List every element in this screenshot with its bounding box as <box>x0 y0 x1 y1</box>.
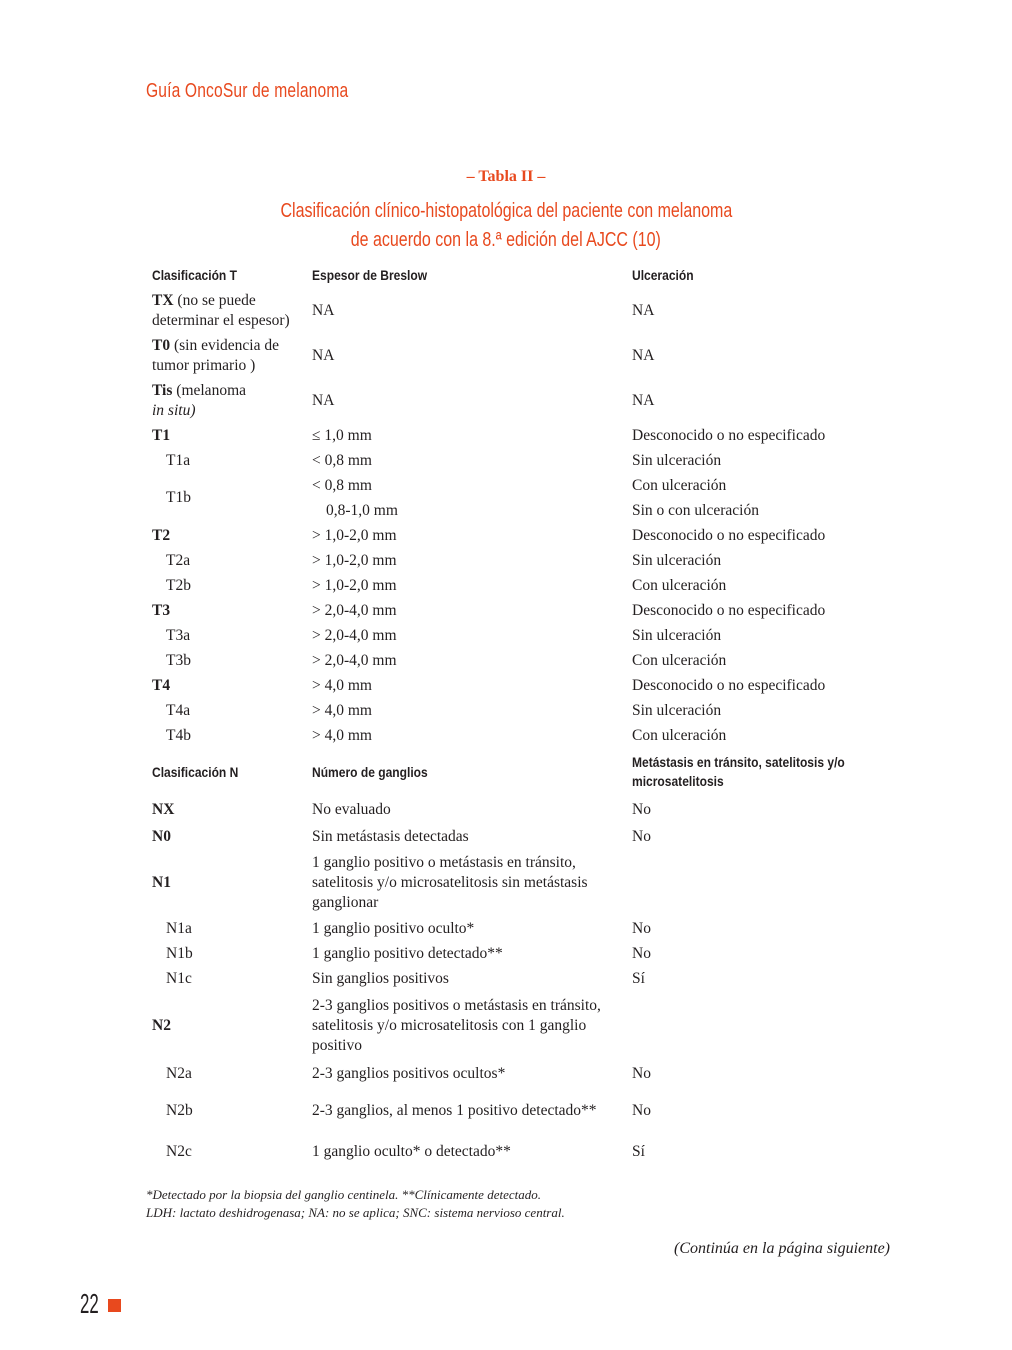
t-label: T2b <box>166 576 191 594</box>
t-label: T2a <box>166 551 191 569</box>
table-row <box>146 648 896 673</box>
t-label: T0 (sin evidencia de tumor primario ) <box>152 336 279 374</box>
n-header-classification: Clasificación N <box>152 763 239 780</box>
nodes-cell: Sin ganglios positivos <box>312 969 449 987</box>
breslow-cell: > 2,0-4,0 mm <box>312 626 397 644</box>
n-label: N2b <box>166 1102 193 1119</box>
ulceration-cell: Con ulceración <box>632 576 727 594</box>
ulceration-cell: NA <box>632 301 655 319</box>
table-row <box>146 288 896 333</box>
table-row <box>146 423 896 448</box>
breslow-cell: > 1,0-2,0 mm <box>312 526 397 544</box>
metastasis-cell: No <box>632 1102 651 1119</box>
metastasis-cell <box>626 850 896 916</box>
ulceration-cell: Sin o con ulceración <box>632 501 759 519</box>
tnm-classification-table <box>146 262 896 1169</box>
breslow-cell: NA <box>312 346 335 364</box>
ulceration-cell: Con ulceración <box>632 651 727 669</box>
breslow-cell: < 0,8 mm <box>312 476 372 494</box>
table-footnotes <box>146 1186 565 1222</box>
table-row <box>146 673 896 698</box>
breslow-cell: < 0,8 mm <box>312 451 372 469</box>
breslow-cell: > 2,0-4,0 mm <box>312 651 397 669</box>
t-header-classification: Clasificación T <box>152 266 237 283</box>
table-row <box>146 966 896 991</box>
continued-note: (Continúa en la página siguiente) <box>674 1240 890 1257</box>
ulceration-cell: Desconocido o no especificado <box>632 601 826 619</box>
ulceration-cell: Desconocido o no especificado <box>632 676 826 694</box>
nodes-cell: 2-3 ganglios, al menos 1 positivo detectado** <box>312 1102 597 1119</box>
t-label: T3a <box>166 626 191 644</box>
ulceration-cell: Sin ulceración <box>632 626 722 644</box>
table-row <box>146 1060 896 1087</box>
t-label: TX (no se puede determinar el espesor) <box>152 291 290 329</box>
table-row <box>146 473 896 498</box>
breslow-cell: 0,8-1,0 mm <box>326 501 398 519</box>
breslow-cell: > 1,0-2,0 mm <box>312 576 397 594</box>
table-row <box>146 796 896 823</box>
nodes-cell: 1 ganglio oculto* o detectado** <box>312 1143 511 1160</box>
nodes-cell: No evaluado <box>312 800 391 818</box>
metastasis-cell: No <box>632 944 651 962</box>
ulceration-cell: Con ulceración <box>632 476 727 494</box>
n-label: N1b <box>166 944 193 962</box>
nodes-cell: 1 ganglio positivo o metástasis en tránsito, satelitosis y/o microsatelitosis sin metástasis ganglionar <box>312 854 588 911</box>
t-label: T1 <box>152 426 171 444</box>
metastasis-cell: No <box>632 827 651 845</box>
metastasis-cell: No <box>632 800 651 818</box>
table-row <box>146 723 896 748</box>
table-row <box>146 991 896 1060</box>
n-label: N1 <box>152 874 171 891</box>
ulceration-cell: Sin ulceración <box>632 701 722 719</box>
page-number: 22 <box>80 1288 99 1319</box>
t-label: T1b <box>166 489 191 506</box>
metastasis-cell: No <box>632 919 651 937</box>
n-label: N2a <box>166 1064 192 1082</box>
ulceration-cell: Con ulceración <box>632 726 727 744</box>
breslow-cell: ≤ 1,0 mm <box>312 426 372 444</box>
page-marker-square <box>108 1299 121 1312</box>
nodes-cell: 2-3 ganglios positivos o metástasis en tránsito, satelitosis y/o microsatelitosis con 1 ganglio positivo <box>312 996 601 1054</box>
ulceration-cell: NA <box>632 391 655 409</box>
t-header-ulceration: Ulceración <box>632 266 694 283</box>
t-label: T1a <box>166 451 191 469</box>
t-label: T4 <box>152 676 171 694</box>
table-row <box>146 333 896 378</box>
table-row <box>146 523 896 548</box>
breslow-cell: NA <box>312 391 335 409</box>
t-label: Tis (melanoma in situ) <box>152 381 247 419</box>
t-label: T4a <box>166 701 191 719</box>
metastasis-cell: Sí <box>632 969 645 987</box>
nodes-cell: 2-3 ganglios positivos ocultos* <box>312 1064 506 1082</box>
table-row <box>146 916 896 941</box>
breslow-cell: > 1,0-2,0 mm <box>312 551 397 569</box>
table-title <box>0 197 1012 255</box>
ulceration-cell: Sin ulceración <box>632 551 722 569</box>
table-number: – Tabla II – <box>466 168 546 185</box>
n-label: N0 <box>152 827 171 845</box>
ulceration-cell: Sin ulceración <box>632 451 722 469</box>
table-row <box>146 573 896 598</box>
n-label: N1a <box>166 919 192 937</box>
n-label: N2c <box>166 1143 192 1160</box>
n-header-row <box>146 748 896 796</box>
t-header-breslow: Espesor de Breslow <box>312 266 428 283</box>
ulceration-cell: Desconocido o no especificado <box>632 426 826 444</box>
breslow-cell: NA <box>312 301 335 319</box>
breslow-cell: > 2,0-4,0 mm <box>312 601 397 619</box>
table-row <box>146 850 896 916</box>
t-header-row <box>146 262 896 288</box>
metastasis-cell: No <box>632 1064 651 1082</box>
metastasis-cell: Sí <box>632 1143 645 1160</box>
t-label: T4b <box>166 726 191 744</box>
table-row <box>146 1087 896 1135</box>
table-title-line-2: de acuerdo con la 8.ª edición del AJCC (10) <box>350 229 662 251</box>
table-title-line-1: Clasificación clínico-histopatológica del paciente con melanoma <box>280 200 732 222</box>
ulceration-cell: NA <box>632 346 655 364</box>
table-row <box>146 598 896 623</box>
table-row <box>146 378 896 423</box>
t-label: T3 <box>152 601 171 619</box>
table-row <box>146 823 896 850</box>
footnote-line-1: *Detectado por la biopsia del ganglio centinela. **Clínicamente detectado. <box>146 1187 541 1202</box>
breslow-cell: > 4,0 mm <box>312 676 372 694</box>
table-row <box>146 448 896 473</box>
n-header-nodes: Número de ganglios <box>312 763 428 780</box>
metastasis-cell <box>626 991 896 1060</box>
table-row <box>146 1135 896 1169</box>
footnote-line-2: LDH: lactato deshidrogenasa; NA: no se aplica; SNC: sistema nervioso central. <box>146 1205 565 1220</box>
table-row <box>146 623 896 648</box>
nodes-cell: 1 ganglio positivo detectado** <box>312 944 503 962</box>
table-row <box>146 698 896 723</box>
t-label: T3b <box>166 651 191 669</box>
n-label: N2 <box>152 1016 171 1034</box>
n-label: N1c <box>166 969 192 987</box>
n-label: NX <box>152 800 175 818</box>
t-label: T2 <box>152 526 171 544</box>
table-row <box>146 548 896 573</box>
running-header: Guía OncoSur de melanoma <box>146 80 349 102</box>
n-header-metastasis: Metástasis en tránsito, satelitosis y/o microsatelitosis <box>632 754 845 789</box>
ulceration-cell: Desconocido o no especificado <box>632 526 826 544</box>
table-row <box>146 941 896 966</box>
nodes-cell: 1 ganglio positivo oculto* <box>312 919 475 937</box>
breslow-cell: > 4,0 mm <box>312 726 372 744</box>
breslow-cell: > 4,0 mm <box>312 701 372 719</box>
nodes-cell: Sin metástasis detectadas <box>312 827 469 845</box>
